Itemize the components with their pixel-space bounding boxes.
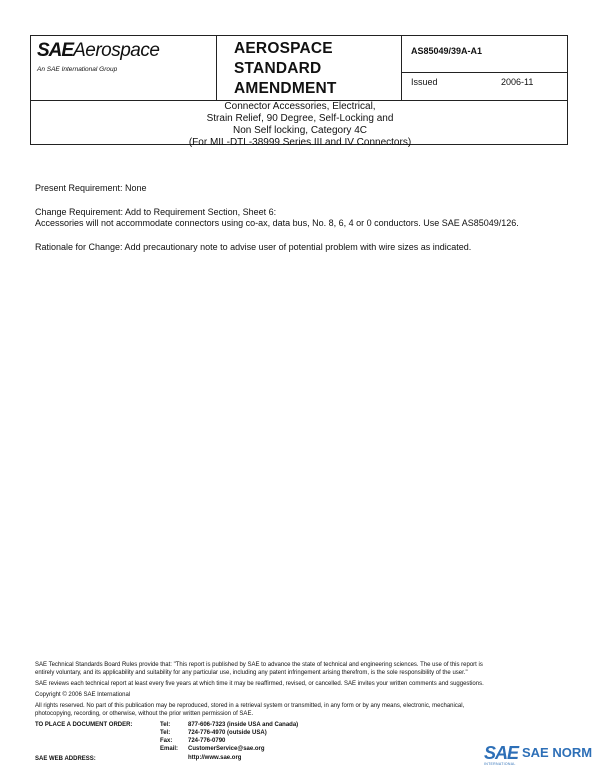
tel-label: Tel: [160, 722, 171, 728]
header-divider [401, 72, 568, 73]
order-label: TO PLACE A DOCUMENT ORDER: [35, 722, 133, 728]
document-header [30, 35, 568, 148]
footer-copyright: Copyright © 2006 SAE International [35, 692, 131, 698]
footer-rights: All rights reserved. No part of this publication may be reproduced, stored in a retrieval system or transmitted, in any form or by any means, electronic, mechanical, [35, 703, 465, 709]
logo-tagline: An SAE International Group [37, 66, 118, 73]
tel-label: Tel: [160, 730, 171, 736]
sae-aerospace-logo [37, 40, 160, 73]
change-requirement-detail: Accessories will not accommodate connectors using co-ax, data bus, No. 8, 6, 4 or 0 conductors. Use SAE AS85049/126. [35, 218, 519, 228]
title-line: Non Self locking, Category 4C [233, 125, 367, 136]
document-title [31, 101, 569, 149]
web-label: SAE WEB ADDRESS: [35, 756, 96, 762]
document-type-line: STANDARD [234, 60, 322, 77]
footer-rules: entirely voluntary, and its applicability and suitability for any particular use, including any patent infringement arising therefrom, is the sole responsibility of the user." [35, 670, 468, 676]
title-line: (For MIL-DTL-38999 Series III and IV Connectors) [188, 137, 412, 148]
issued-label: Issued [411, 77, 438, 87]
fax-value: 724-776-0790 [188, 738, 226, 744]
footer-rights: photocopying, recording, or otherwise, without the prior written permission of SAE. [35, 711, 254, 717]
rationale: Rationale for Change: Add precautionary note to advise user of potential problem with wire sizes as indicated. [35, 242, 472, 252]
fax-label: Fax: [160, 738, 173, 744]
document-type-line: AEROSPACE [234, 40, 333, 57]
change-requirement: Change Requirement: Add to Requirement Section, Sheet 6: [35, 207, 277, 217]
sae-norm-stamp [484, 743, 593, 767]
footer-rules: SAE Technical Standards Board Rules provide that: "This report is published by SAE to advance the state of technical and engineering sciences. The use of this report is [35, 662, 483, 668]
document-type [234, 39, 337, 99]
email-label: Email: [160, 746, 179, 752]
logo-aerospace-text: Aerospace [73, 40, 160, 61]
stamp-subtitle: INTERNATIONAL [484, 762, 516, 766]
tel-value: 724-776-4970 (outside USA) [188, 730, 267, 736]
header-divider [401, 36, 402, 100]
stamp-name: SAE NORM [522, 745, 593, 760]
issued-date: 2006-11 [501, 77, 534, 87]
document-type-line: AMENDMENT [234, 80, 337, 97]
web-address-link[interactable]: http://www.sae.org [188, 755, 242, 761]
logo-sae-text: SAE [37, 40, 74, 61]
title-line: Connector Accessories, Electrical, [224, 101, 376, 112]
footer-review: SAE reviews each technical report at least every five years at which time it may be reaffirmed, revised, or cancelled. SAE invites your written comments and suggestions. [35, 681, 484, 687]
present-requirement: Present Requirement: None [35, 183, 147, 193]
stamp-sae-logo: SAE [484, 743, 519, 763]
tel-value: 877-606-7323 (inside USA and Canada) [188, 722, 299, 728]
header-divider [216, 36, 217, 100]
document-number: AS85049/39A-A1 [411, 46, 483, 56]
title-line: Strain Relief, 90 Degree, Self-Locking and [206, 113, 394, 124]
email-value[interactable]: CustomerService@sae.org [188, 746, 265, 752]
